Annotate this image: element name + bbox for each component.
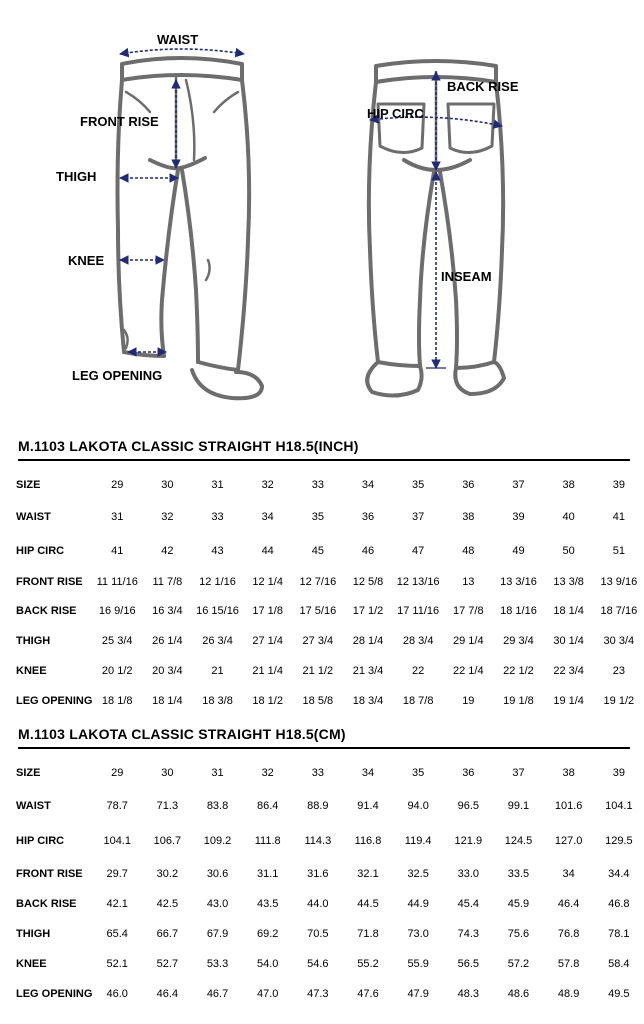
row-label: WAIST	[16, 800, 51, 812]
table-cell: 33.0	[457, 868, 480, 880]
table-cell: 29	[111, 766, 124, 779]
table-cell: 33	[211, 511, 224, 523]
table-cell: 104.1	[103, 835, 131, 847]
table-cell: 48.3	[457, 988, 480, 1000]
table-cell: 29	[111, 479, 124, 491]
table-cell: 22	[412, 665, 425, 677]
table-cell: 45.9	[507, 898, 530, 910]
table-cell: 34.4	[608, 868, 630, 880]
table-cell: 36	[462, 766, 475, 779]
table-cell: 48	[462, 544, 475, 557]
table-row	[0, 756, 644, 789]
table-cell: 18 1/4	[553, 605, 584, 617]
table-cell: 25 3/4	[101, 635, 133, 647]
label-back-rise: BACK RISE	[447, 79, 519, 94]
table-cell: 58.4	[608, 958, 630, 970]
table-cell: 101.6	[554, 800, 583, 812]
table-cell: 36	[462, 479, 475, 491]
table-cell: 119.4	[404, 835, 432, 847]
table-row	[0, 656, 644, 686]
table-row	[0, 823, 644, 859]
table-cell: 53.3	[206, 958, 229, 970]
table-cell: 44.0	[307, 898, 329, 910]
table-cell: 56.5	[457, 958, 480, 970]
table-cell: 18 1/16	[500, 605, 537, 617]
table-row	[0, 470, 644, 500]
row-label: FRONT RISE	[16, 575, 83, 588]
table-cell: 27 1/4	[252, 635, 283, 647]
table-cell: 30 3/4	[603, 635, 635, 647]
table-cell: 31.6	[307, 868, 329, 880]
table-cell: 17 7/8	[453, 605, 484, 617]
table-cell: 37	[512, 479, 525, 491]
label-front-rise: FRONT RISE	[80, 114, 159, 129]
table-cell: 43.5	[256, 898, 279, 910]
table-cell: 12 13/16	[396, 575, 440, 588]
table-cell: 44.5	[357, 898, 379, 910]
inch-table-rule	[18, 459, 630, 461]
table-row	[0, 626, 644, 656]
table-cell: 36	[361, 511, 375, 523]
table-cell: 46.4	[156, 988, 179, 1000]
row-label: KNEE	[16, 665, 47, 677]
table-cell: 31	[211, 766, 224, 779]
table-cell: 48.6	[507, 988, 530, 1000]
table-cell: 12 7/16	[299, 575, 337, 588]
row-label: THIGH	[16, 928, 51, 940]
table-cell: 18 5/8	[302, 695, 334, 707]
table-cell: 41	[111, 544, 124, 557]
table-cell: 23	[612, 665, 625, 677]
table-row	[0, 500, 644, 534]
table-cell: 46.7	[206, 988, 229, 1000]
table-cell: 75.6	[507, 928, 530, 940]
front-view-pants	[118, 58, 263, 398]
table-cell: 78.1	[608, 928, 630, 940]
table-cell: 18 1/2	[252, 695, 283, 707]
table-cell: 30.2	[156, 868, 179, 880]
pants-measurement-diagram	[0, 0, 644, 420]
table-cell: 47.6	[357, 988, 379, 1000]
table-cell: 32.5	[407, 868, 429, 880]
table-cell: 11 7/8	[152, 575, 183, 588]
table-cell: 57.2	[507, 958, 530, 970]
table-cell: 43.0	[206, 898, 229, 910]
table-cell: 47.0	[256, 988, 279, 1000]
table-cell: 45	[311, 544, 324, 557]
table-row	[0, 789, 644, 823]
table-cell: 71.8	[357, 928, 379, 940]
table-cell: 31.1	[256, 868, 279, 880]
table-cell: 19	[462, 695, 475, 707]
table-cell: 124.5	[504, 835, 533, 847]
table-cell: 32	[161, 511, 174, 523]
table-cell: 18 3/4	[352, 695, 384, 707]
row-label: WAIST	[16, 511, 51, 523]
table-cell: 50	[562, 544, 575, 557]
row-label: FRONT RISE	[16, 868, 83, 880]
table-cell: 22 1/2	[503, 665, 534, 677]
table-cell: 13 3/8	[553, 575, 584, 588]
table-cell: 34	[261, 511, 274, 523]
table-cell: 30.6	[206, 868, 229, 880]
table-cell: 33.5	[507, 868, 530, 880]
table-cell: 17 5/16	[299, 605, 337, 617]
table-cell: 21 1/2	[302, 665, 334, 677]
cm-size-table	[0, 756, 644, 1009]
table-cell: 45.4	[457, 898, 480, 910]
table-cell: 40	[562, 511, 575, 523]
table-cell: 35	[311, 511, 324, 523]
table-cell: 37	[512, 766, 525, 779]
row-label: THIGH	[16, 635, 51, 647]
table-cell: 17 11/16	[397, 605, 440, 617]
table-cell: 18 1/8	[101, 695, 133, 707]
table-cell: 39	[512, 511, 525, 523]
table-cell: 26 3/4	[202, 635, 233, 647]
row-label: BACK RISE	[16, 898, 77, 910]
table-cell: 46	[361, 544, 375, 557]
table-cell: 74.3	[457, 928, 480, 940]
table-cell: 17 1/2	[352, 605, 384, 617]
table-cell: 49	[512, 544, 525, 557]
table-cell: 12 1/16	[199, 575, 236, 588]
label-waist: WAIST	[157, 32, 199, 47]
table-cell: 39	[612, 479, 625, 491]
table-row	[0, 534, 644, 567]
cm-table-rule	[18, 747, 630, 749]
table-cell: 12 1/4	[252, 575, 283, 588]
inch-table-title: M.1103 LAKOTA CLASSIC STRAIGHT H18.5(INCH)	[18, 438, 359, 454]
row-label: HIP CIRC	[16, 544, 65, 557]
table-cell: 47.3	[307, 988, 329, 1000]
table-cell: 13	[462, 575, 475, 588]
table-cell: 26 1/4	[152, 635, 183, 647]
table-cell: 55.9	[407, 958, 429, 970]
table-cell: 44.9	[407, 898, 429, 910]
table-cell: 51	[612, 544, 625, 557]
table-cell: 38	[562, 479, 575, 491]
table-cell: 38	[562, 766, 575, 779]
table-cell: 91.4	[357, 800, 379, 812]
table-cell: 29 3/4	[503, 635, 534, 647]
table-cell: 28 1/4	[352, 635, 384, 647]
table-cell: 46.0	[106, 988, 128, 1000]
table-cell: 22 1/4	[453, 665, 484, 677]
table-cell: 18 7/8	[402, 695, 434, 707]
label-hip-circ: HIP CIRC	[367, 106, 424, 121]
table-cell: 114.3	[304, 835, 332, 847]
table-cell: 16 15/16	[196, 605, 239, 617]
table-cell: 129.5	[605, 835, 633, 847]
table-cell: 13 9/16	[600, 575, 638, 588]
table-cell: 106.7	[153, 835, 182, 847]
table-cell: 43	[211, 544, 224, 557]
table-cell: 34	[562, 868, 575, 880]
table-cell: 34	[361, 479, 375, 491]
table-cell: 18 7/16	[600, 605, 638, 617]
table-cell: 78.7	[106, 800, 128, 812]
table-cell: 33	[311, 479, 324, 491]
table-cell: 67.9	[206, 928, 229, 940]
table-cell: 44	[261, 544, 274, 557]
table-row	[0, 949, 644, 979]
table-cell: 27 3/4	[302, 635, 334, 647]
table-cell: 31	[211, 479, 224, 491]
table-row	[0, 567, 644, 596]
table-cell: 19 1/4	[553, 695, 584, 707]
table-cell: 18 3/8	[202, 695, 233, 707]
table-row	[0, 889, 644, 919]
table-cell: 21	[211, 665, 224, 677]
table-cell: 86.4	[256, 800, 279, 812]
table-cell: 11 11/16	[96, 575, 138, 588]
table-cell: 33	[311, 766, 324, 779]
table-cell: 116.8	[354, 835, 382, 847]
row-label: KNEE	[16, 958, 47, 970]
table-cell: 30	[161, 479, 174, 491]
table-cell: 55.2	[357, 958, 379, 970]
table-cell: 57.8	[557, 958, 580, 970]
row-label: LEG OPENING	[16, 988, 93, 1000]
table-cell: 99.1	[507, 800, 530, 812]
table-cell: 88.9	[307, 800, 329, 812]
table-cell: 121.9	[454, 835, 483, 847]
table-cell: 29 1/4	[453, 635, 484, 647]
table-cell: 21 1/4	[252, 665, 283, 677]
label-knee: KNEE	[68, 253, 105, 268]
table-cell: 19 1/2	[603, 695, 635, 707]
label-leg-opening: LEG OPENING	[72, 368, 163, 383]
table-cell: 54.0	[256, 958, 279, 970]
row-label: BACK RISE	[16, 605, 77, 617]
table-cell: 32	[261, 766, 274, 779]
table-cell: 31	[111, 511, 124, 523]
row-label: SIZE	[16, 766, 41, 779]
row-label: HIP CIRC	[16, 835, 65, 847]
table-cell: 69.2	[256, 928, 279, 940]
row-label: SIZE	[16, 479, 41, 491]
table-cell: 12 5/8	[352, 575, 384, 588]
row-label: LEG OPENING	[16, 695, 93, 707]
table-cell: 20 1/2	[101, 665, 133, 677]
table-cell: 22 3/4	[553, 665, 584, 677]
table-row	[0, 919, 644, 949]
table-cell: 42	[161, 544, 174, 557]
table-cell: 47.9	[407, 988, 429, 1000]
table-cell: 18 1/4	[152, 695, 183, 707]
table-cell: 28 3/4	[402, 635, 434, 647]
table-cell: 35	[412, 766, 425, 779]
table-cell: 29.7	[106, 868, 128, 880]
table-cell: 70.5	[307, 928, 329, 940]
table-cell: 32	[261, 479, 274, 491]
waist-arrow	[120, 49, 244, 54]
table-cell: 46.4	[557, 898, 580, 910]
table-cell: 32.1	[357, 868, 379, 880]
table-cell: 49.5	[608, 988, 630, 1000]
table-cell: 21 3/4	[352, 665, 384, 677]
table-cell: 42.1	[106, 898, 128, 910]
table-cell: 39	[612, 766, 625, 779]
table-row	[0, 979, 644, 1009]
table-cell: 41	[612, 511, 625, 523]
table-cell: 109.2	[203, 835, 232, 847]
cm-table-title: M.1103 LAKOTA CLASSIC STRAIGHT H18.5(CM)	[18, 726, 346, 742]
table-cell: 73.0	[407, 928, 429, 940]
table-cell: 66.7	[156, 928, 179, 940]
inch-size-table	[0, 470, 644, 716]
table-cell: 96.5	[457, 800, 480, 812]
table-cell: 47	[412, 544, 425, 557]
label-inseam: INSEAM	[441, 269, 492, 284]
table-cell: 30	[161, 766, 174, 779]
table-row	[0, 686, 644, 716]
table-cell: 54.6	[307, 958, 329, 970]
table-cell: 35	[412, 479, 425, 491]
table-cell: 19 1/8	[503, 695, 534, 707]
table-cell: 127.0	[554, 835, 583, 847]
table-cell: 104.1	[605, 800, 633, 812]
table-cell: 13 3/16	[500, 575, 537, 588]
table-cell: 42.5	[156, 898, 179, 910]
table-cell: 46.8	[608, 898, 630, 910]
table-cell: 65.4	[106, 928, 128, 940]
table-cell: 34	[361, 766, 375, 779]
table-cell: 52.1	[106, 958, 128, 970]
table-cell: 16 3/4	[152, 605, 183, 617]
table-row	[0, 859, 644, 889]
table-cell: 16 9/16	[98, 605, 136, 617]
table-cell: 20 3/4	[152, 665, 183, 677]
table-cell: 17 1/8	[252, 605, 283, 617]
table-cell: 37	[412, 511, 425, 523]
table-cell: 48.9	[557, 988, 580, 1000]
table-cell: 71.3	[156, 800, 179, 812]
table-cell: 30 1/4	[553, 635, 584, 647]
label-thigh: THIGH	[56, 169, 97, 184]
table-cell: 94.0	[407, 800, 429, 812]
table-cell: 76.8	[557, 928, 580, 940]
table-cell: 38	[462, 511, 475, 523]
table-cell: 83.8	[206, 800, 229, 812]
table-row	[0, 596, 644, 626]
table-cell: 52.7	[156, 958, 179, 970]
table-cell: 111.8	[254, 835, 281, 847]
